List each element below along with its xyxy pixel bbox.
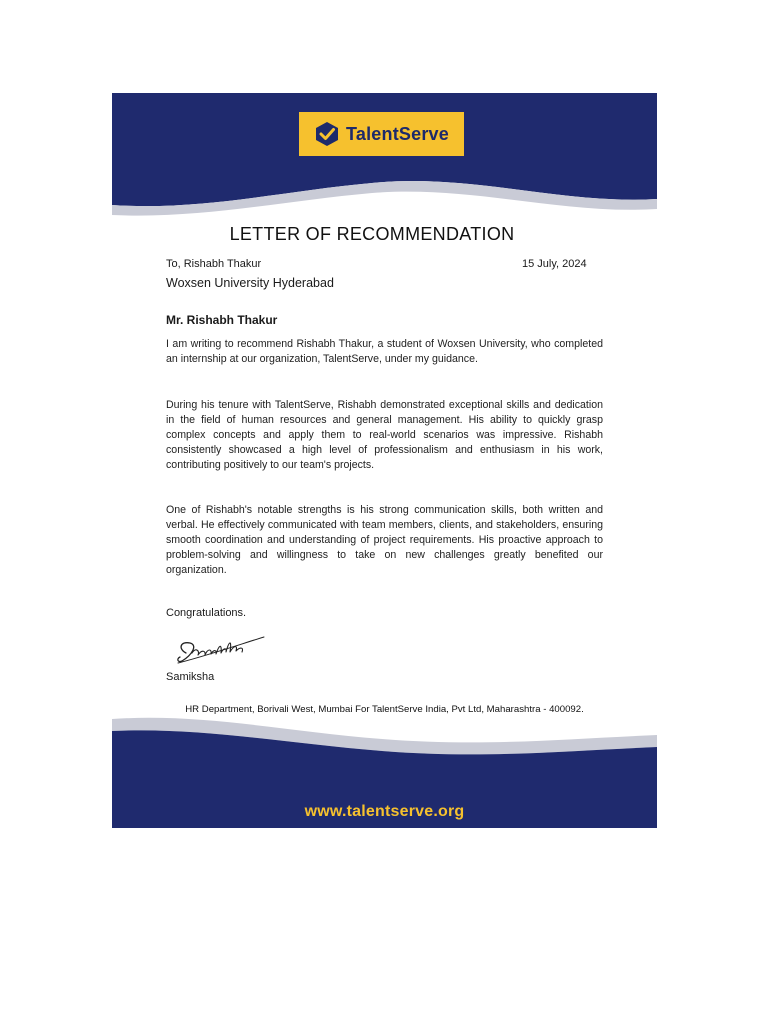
body-paragraph-3: One of Rishabh's notable strengths is his strong communication skills, both written and verbal. He effectively communicated with team members, clients, and stakeholders, ensuring smooth coordination and understanding of project requirements. His proactive approach to problem-solving and willingness to take on new challenges greatly benefited our organization. bbox=[166, 504, 603, 576]
company-address: HR Department, Borivali West, Mumbai For TalentServe India, Pvt Ltd, Maharashtra - 400092. bbox=[185, 704, 584, 715]
letter-page bbox=[112, 93, 657, 828]
recipient-university: Woxsen University Hyderabad bbox=[166, 276, 334, 290]
closing-line: Congratulations. bbox=[166, 607, 247, 619]
website-link[interactable]: www.talentserve.org bbox=[304, 803, 465, 820]
letter-title: LETTER OF RECOMMENDATION bbox=[229, 224, 515, 244]
salutation: Mr. Rishabh Thakur bbox=[166, 313, 278, 327]
checkmark-shield-icon bbox=[314, 121, 340, 147]
recipient-line: To, Rishabh Thakur bbox=[166, 258, 262, 270]
signer-name: Samiksha bbox=[166, 671, 215, 683]
header-banner bbox=[112, 93, 657, 218]
body-paragraph-2: During his tenure with TalentServe, Rishabh demonstrated exceptional skills and dedication in the field of human resources and general management. His ability to quickly grasp complex concepts and apply them to real-world scenarios was impressive. Rishabh consistently showcased a high level of professionalism and enthusiasm in his work, contributing positively to our team's projects. bbox=[166, 399, 603, 471]
brand-logo bbox=[299, 112, 464, 156]
handwritten-signature bbox=[172, 623, 272, 671]
body-paragraph-1: I am writing to recommend Rishabh Thakur, a student of Woxsen University, who completed an internship at our organization, TalentServe, under my guidance. bbox=[166, 338, 603, 365]
brand-name: TalentServe bbox=[346, 123, 449, 144]
letter-date: 15 July, 2024 bbox=[522, 258, 587, 270]
